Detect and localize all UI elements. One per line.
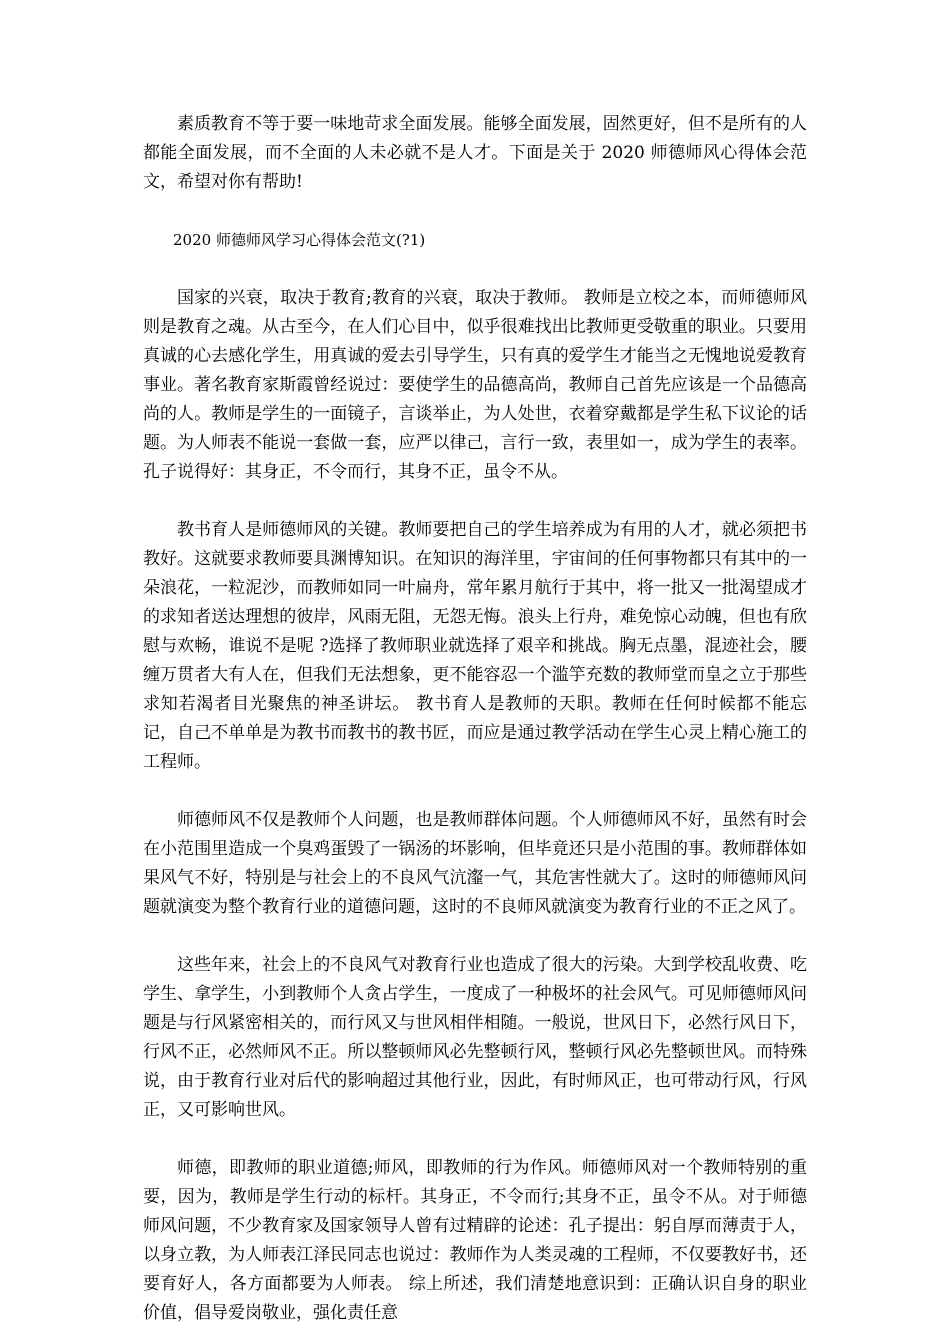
body-paragraph-4: 这些年来，社会上的不良风气对教育行业也造成了很大的污染。大到学校乱收费、吃学生、拿学生，小到教师个人贪占学生，一度成了一种极坏的社会风气。可见师德师风问题是与行风紧密相关的，而行风又与世风相伴相随。一般说，世风日下，必然行风日下，行风不正，必然师风不正。所以整顿师风必先整顿行风，整顿行风必先整顿世风。而特殊说，由于教育行业对后代的影响超过其他行业，因此，有时师风正，也可带动行风，行风正，又可影响世风。	[143, 955, 807, 1120]
body-paragraph-2: 教书育人是师德师风的关键。教师要把自己的学生培养成为有用的人才，就必须把书教好。这就要求教师要具渊博知识。在知识的海洋里，宇宙间的任何事物都只有其中的一朵浪花，一粒泥沙，而教师如同一叶扁舟，常年累月航行于其中，将一批又一批渴望成才的求知者送达理想的彼岸，风雨无阻，无怨无悔。浪头上行舟，难免惊心动魄，但也有欣慰与欢畅，谁说不是呢 ?选择了教师职业就选择了艰辛和挑战。胸无点墨，混迹社会，腰缠万贯者大有人在，但我们无法想象，更不能容忍一个滥竽充数的教师堂而皇之立于那些求知若渴者目光聚焦的神圣讲坛。 教书育人是教师的天职。教师在任何时候都不能忘记，自己不单单是为教书而教书的教书匠，而应是通过教学活动在学生心灵上精心施工的工程师。	[143, 520, 807, 772]
intro-paragraph: 素质教育不等于要一味地苛求全面发展。能够全面发展，固然更好，但不是所有的人都能全面发展，而不全面的人未必就不是人才。下面是关于 2020 师德师风心得体会范文，希望对你有帮助!	[143, 114, 807, 192]
body-paragraph-1: 国家的兴衰，取决于教育;教育的兴衰，取决于教师。 教师是立校之本，而师德师风则是教育之魂。从古至今，在人们心目中，似乎很难找出比教师更受敬重的职业。只要用真诚的心去感化学生，用真诚的爱去引导学生，只有真的爱学生才能当之无愧地说爱教育事业。著名教育家斯霞曾经说过：要使学生的品德高尚，教师自己首先应该是一个品德高尚的人。教师是学生的一面镜子，言谈举止，为人处世，衣着穿戴都是学生私下议论的话题。为人师表不能说一套做一套，应严以律己，言行一致，表里如一，成为学生的表率。孔子说得好：其身正，不令而行，其身不正，虽令不从。	[143, 288, 807, 482]
body-paragraph-3: 师德师风不仅是教师个人问题，也是教师群体问题。个人师德师风不好，虽然有时会在小范围里造成一个臭鸡蛋毁了一锅汤的坏影响，但毕竟还只是小范围的事。教师群体如果风气不好，特别是与社会上的不良风气沆瀣一气，其危害性就大了。这时的师德师风问题就演变为整个教育行业的道德问题，这时的不良师风就演变为教育行业的不正之风了。	[143, 810, 807, 917]
body-paragraph-5: 师德，即教师的职业道德;师风，即教师的行为作风。师德师风对一个教师特别的重要，因为，教师是学生行动的标杆。其身正，不令而行;其身不正，虽令不从。对于师德师风问题，不少教育家及国家领导人曾有过精辟的论述：孔子提出：躬自厚而薄责于人，以身立教，为人师表江泽民同志也说过：教师作为人类灵魂的工程师，不仅要教好书，还要育好人，各方面都要为人师表。 综上所述，我们清楚地意识到：正确认识自身的职业价值，倡导爱岗敬业，强化责任意	[143, 1158, 807, 1323]
document-page	[143, 110, 807, 1328]
section-heading: 2020 师德师风学习心得体会范文(?1)	[173, 231, 426, 249]
